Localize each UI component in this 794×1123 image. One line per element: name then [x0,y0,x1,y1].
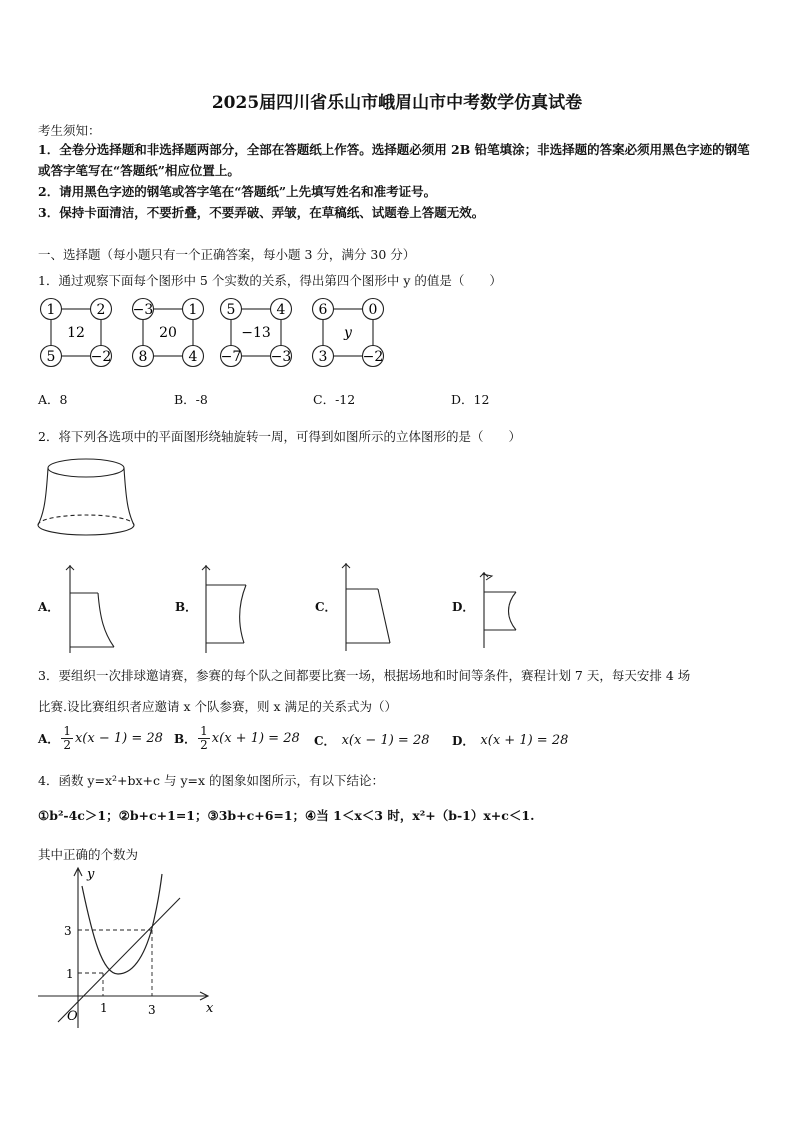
corner-value-bl: 8 [138,349,148,365]
corner-value-br: 4 [188,349,198,365]
corner-value-bl: −7 [220,349,242,365]
center-value: −13 [241,325,271,341]
section-heading: 一、选择题（每小题只有一个正确答案，每小题 3 分，满分 30 分） [38,247,416,262]
q1-figure-2 [133,299,204,367]
fraction-numerator: 1 [63,724,71,738]
q3-option-c [314,732,430,749]
q3-option-d-expression: x(x + 1) = 28 [480,733,569,748]
q2-option-b-figure [194,563,264,655]
q2-option-d-label: D． [452,600,475,614]
q1-stem: 1．通过观察下面每个图形中 5 个实数的关系，得出第四个图形中 y 的值是（ ） [38,273,502,288]
corner-value-tl: 6 [318,302,328,318]
q3-option-c-label: C． [314,734,336,748]
q4-prompt: 其中正确的个数为 [38,847,139,862]
q1-option-b: B．-8 [174,392,208,407]
notice-heading: 考生须知： [38,123,101,138]
notice-item-2: 2．请用黑色字迹的钢笔或答字笔在“答题纸”上先填写姓名和准考证号。 [38,184,437,199]
q3-option-c-expression: x(x − 1) = 28 [341,733,430,748]
q3-stem-line-1: 3．要组织一次排球邀请赛，参赛的每个队之间都要比赛一场，根据场地和时间等条件，赛程计划 7 天，每天安排 4 场 [38,668,691,683]
graph-origin-label: O [67,1009,78,1024]
corner-value-br: −2 [90,349,112,365]
q2-option-d-figure [472,566,542,652]
fraction-denominator: 2 [200,738,208,752]
q3-stem-line-2: 比赛.设比赛组织者应邀请 x 个队参赛，则 x 满足的关系式为（） [38,699,397,714]
corner-value-bl: 5 [46,349,56,365]
graph-x-axis-label: x [206,1001,214,1016]
graph-tick-x-3: 3 [148,1003,156,1017]
q3-option-b-expression: x(x + 1) = 28 [211,731,300,746]
q1-option-d: D．12 [451,392,490,407]
q3-option-a-fraction [61,725,73,752]
q2-option-a-figure [58,563,128,655]
corner-value-bl: 3 [318,349,328,365]
corner-value-tr: 2 [96,302,106,318]
graph-tick-y-1: 1 [66,967,74,981]
q3-option-d-label: D． [452,734,475,748]
corner-value-br: −2 [362,349,384,365]
corner-value-tl: 5 [226,302,236,318]
q2-option-a-label: A． [38,600,60,614]
q4-function-graph [30,862,220,1032]
q2-option-b-label: B． [175,600,198,614]
q3-option-d [452,732,568,749]
q2-solid-figure [34,455,144,547]
fraction-denominator: 2 [63,738,71,752]
q4-stem: 4．函数 y=x²+bx+c 与 y=x 的图象如图所示，有以下结论： [38,773,385,788]
q3-option-a-expression: x(x − 1) = 28 [74,731,163,746]
q2-option-c-label: C． [315,600,337,614]
center-value: 12 [67,325,85,341]
q3-option-a [38,725,163,752]
q1-figure-1 [41,299,112,367]
notice-item-1: 1．全卷分选择题和非选择题两部分，全部在答题纸上作答。选择题必须用 2B 铅笔填涂；非选择题的答案必须用黑色字迹的钢笔或答字笔写在“答题纸”相应位置上。 [38,142,750,178]
corner-value-tl: −3 [132,302,154,318]
q2-stem: 2．将下列各选项中的平面图形绕轴旋转一周，可得到如图所示的立体图形的是（ ） [38,429,521,444]
q1-option-a: A．8 [38,392,68,407]
corner-value-tr: 4 [276,302,286,318]
page-title: 2025届四川省乐山市峨眉山市中考数学仿真试卷 [211,93,583,113]
corner-value-tr: 0 [368,302,378,318]
q1-figure-3 [221,299,292,367]
corner-value-br: −3 [270,349,292,365]
q3-option-a-label: A． [38,732,60,746]
graph-y-axis-label: y [87,867,95,882]
graph-tick-y-3: 3 [64,924,72,938]
notice-item-3: 3．保持卡面清洁，不要折叠，不要弄破、弄皱，在草稿纸、试题卷上答题无效。 [38,205,485,220]
q3-option-b-fraction [198,725,210,752]
q1-figures [30,295,400,373]
corner-value-tr: 1 [188,302,198,318]
q3-option-b-label: B． [174,732,197,746]
q4-conclusions: ①b²-4c＞1；②b+c+1=1；③3b+c+6=1；④当 1＜x＜3 时，x²+（b-1）x+c＜1. [38,808,535,823]
center-value: 20 [159,325,177,341]
center-value: y [344,325,352,341]
graph-tick-x-1: 1 [100,1001,108,1015]
corner-value-tl: 1 [46,302,56,318]
q1-option-c: C．-12 [313,392,356,407]
fraction-numerator: 1 [200,724,208,738]
q1-figure-4 [313,299,384,367]
q3-option-b [174,725,300,752]
q2-option-c-figure [334,561,404,653]
